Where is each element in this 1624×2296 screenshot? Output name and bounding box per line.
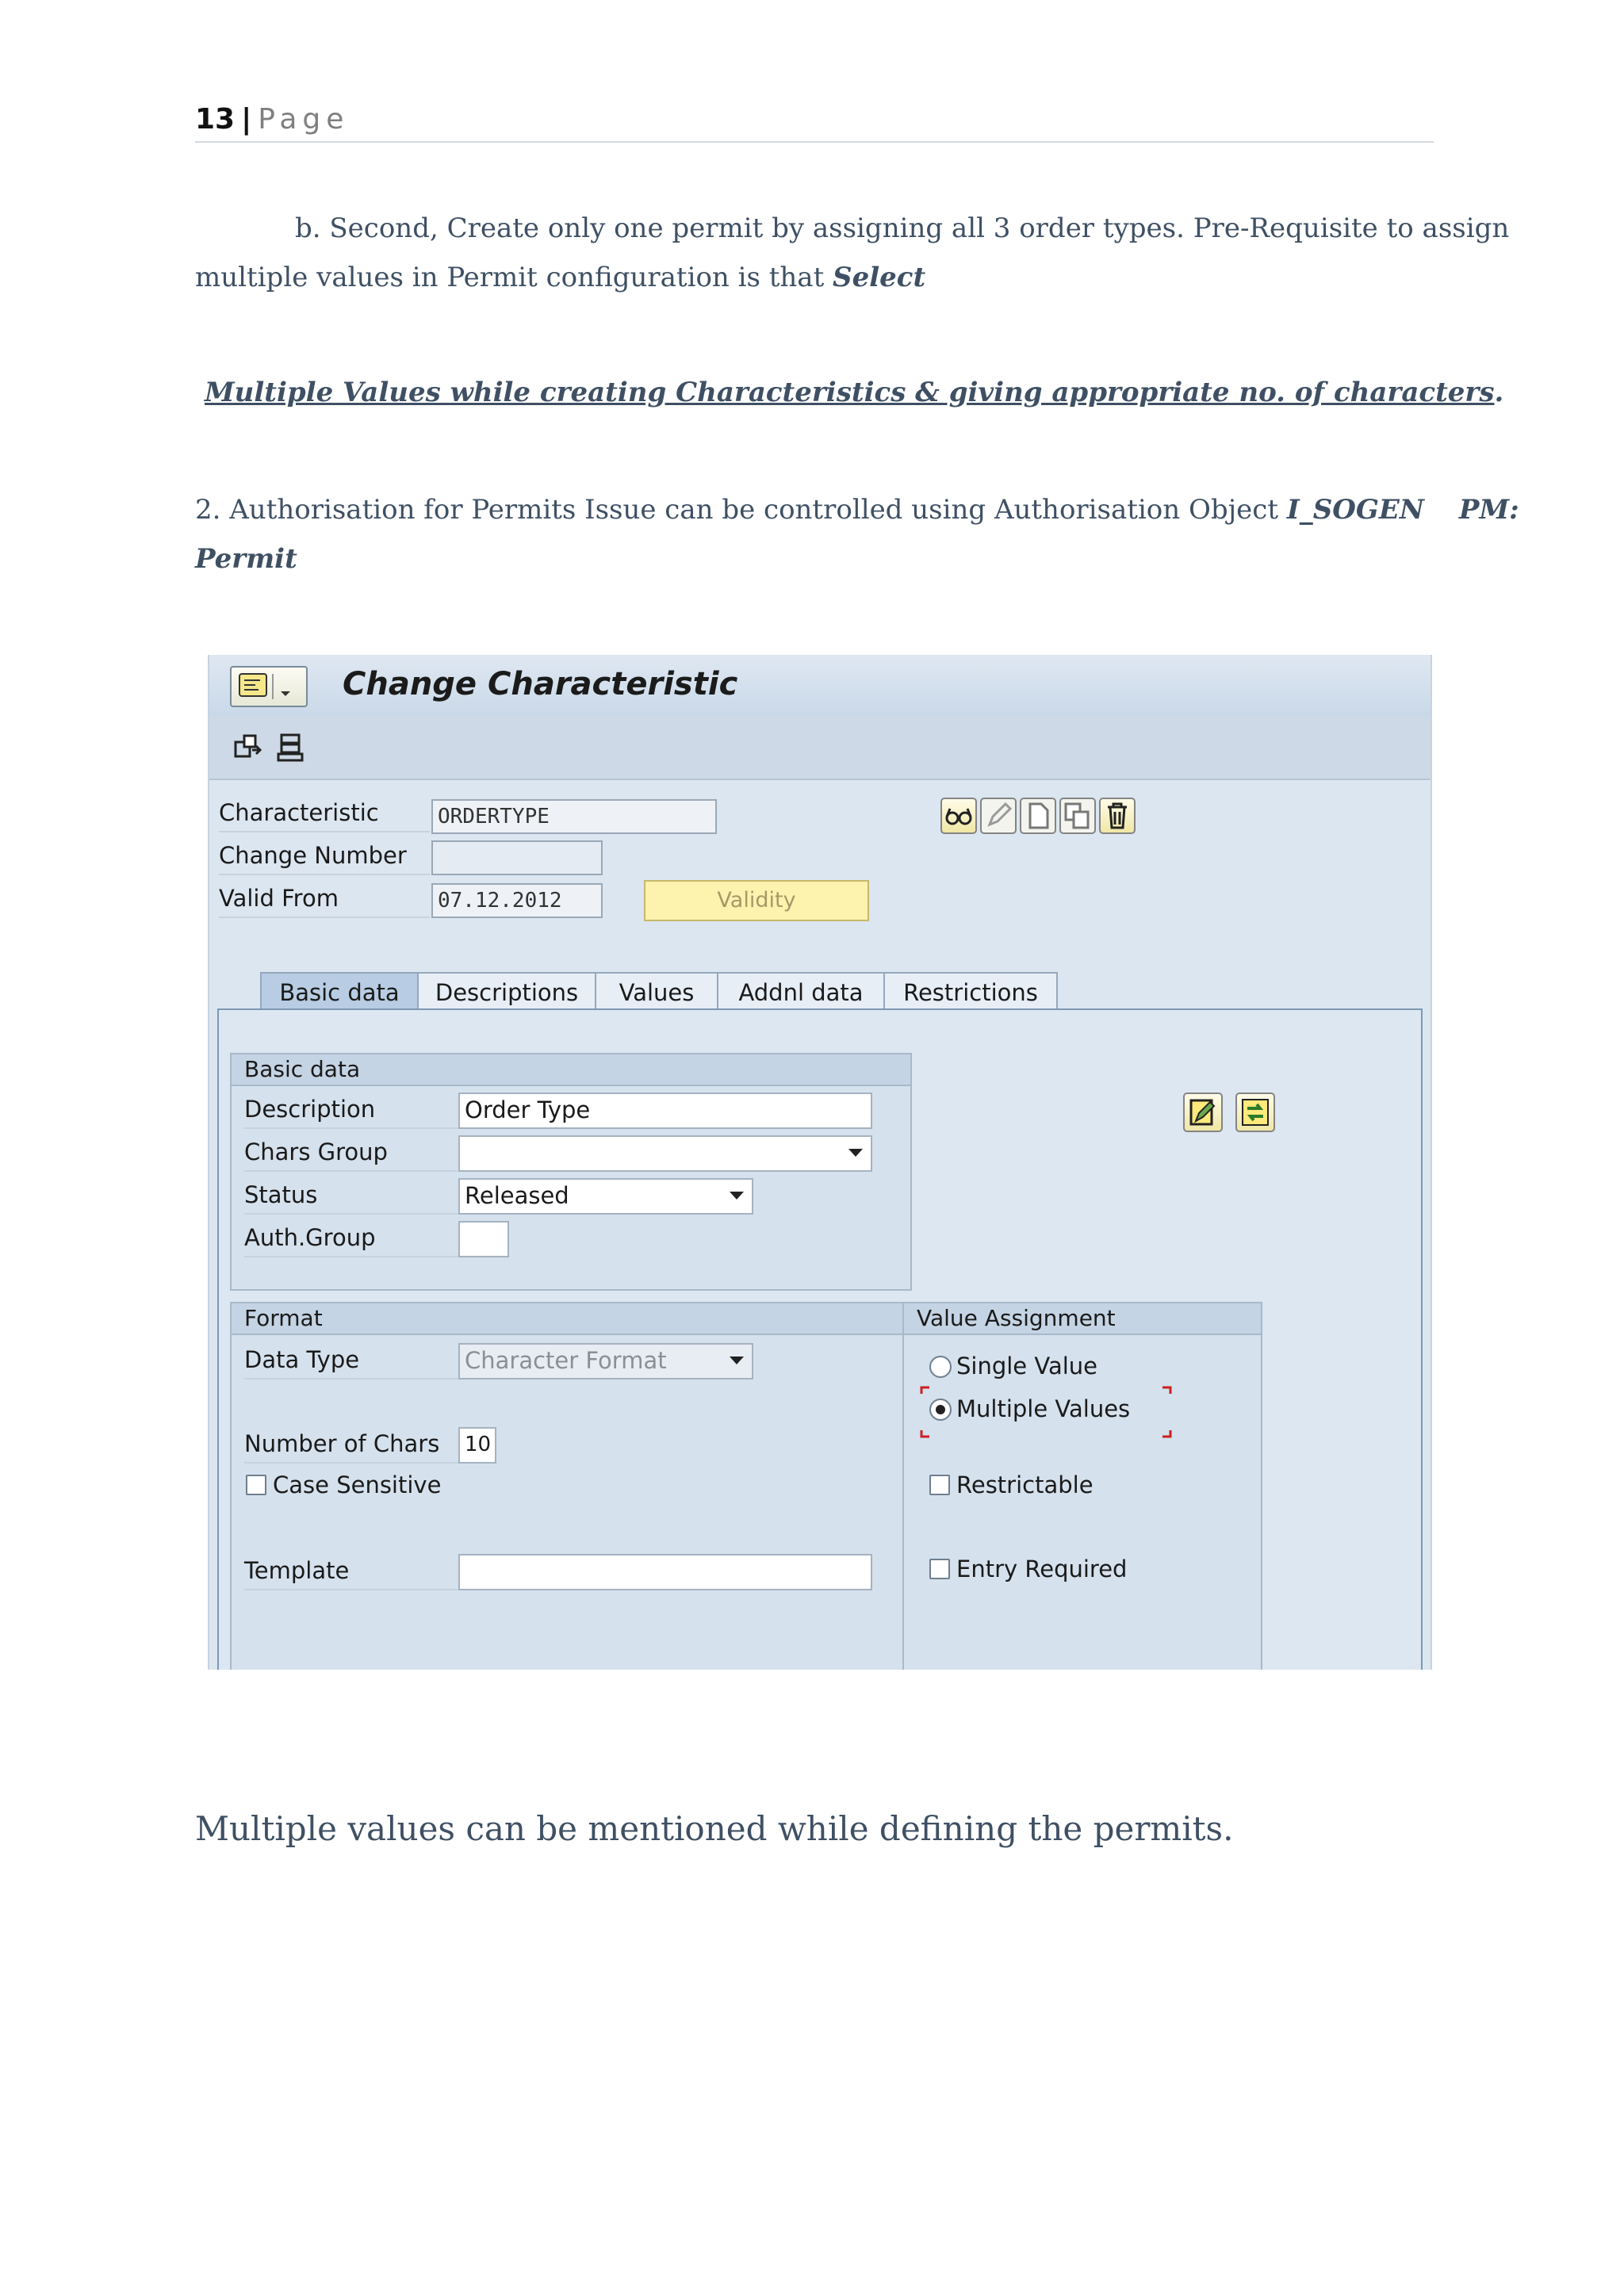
- other-characteristic-icon[interactable]: [233, 733, 263, 763]
- auth-object-pm: PM:: [1458, 494, 1519, 526]
- data-type-value: Character Format: [465, 1347, 667, 1374]
- create-button[interactable]: [1020, 798, 1056, 834]
- sap-application-toolbar: [209, 717, 1431, 780]
- copy-icon: [1061, 799, 1094, 832]
- paragraph-2-text: 2. Authorisation for Permits Issue can be controlled using Authorisation Object: [195, 494, 1287, 526]
- number-of-chars-label: Number of Chars: [244, 1430, 468, 1464]
- template-field[interactable]: [458, 1554, 872, 1590]
- data-type-label: Data Type: [244, 1346, 468, 1380]
- system-menu-button[interactable]: [230, 666, 308, 707]
- chevron-down-icon: [848, 1149, 863, 1157]
- valid-from-field[interactable]: 07.12.2012: [431, 883, 603, 918]
- pencil-icon: [982, 799, 1015, 832]
- value-assignment-group-title: Value Assignment: [904, 1303, 1261, 1335]
- description-field[interactable]: Order Type: [458, 1093, 872, 1129]
- status-dropdown[interactable]: [458, 1178, 753, 1215]
- glasses-icon: [942, 799, 975, 832]
- refresh-button[interactable]: [1235, 1093, 1275, 1132]
- template-label: Template: [244, 1557, 468, 1590]
- tab-values[interactable]: Values: [595, 972, 718, 1010]
- tab-basic-data[interactable]: Basic data: [260, 972, 419, 1010]
- auth-group-label: Auth.Group: [244, 1224, 468, 1257]
- edit-description-button[interactable]: [1183, 1093, 1223, 1132]
- paragraph-b-line1: b. Second, Create only one permit by assigning all 3 order types. Pre-Requisite to assign: [295, 212, 1510, 244]
- auth-object-name: I_SOGEN: [1286, 494, 1424, 526]
- display-button[interactable]: [940, 798, 977, 834]
- entry-required-label: Entry Required: [956, 1556, 1128, 1582]
- validity-button[interactable]: Validity: [644, 880, 869, 921]
- refresh-icon: [1237, 1094, 1274, 1131]
- format-group-title: Format: [232, 1303, 902, 1335]
- chevron-down-icon: [730, 1192, 744, 1200]
- page-number: 13: [195, 103, 236, 136]
- copy-button[interactable]: [1059, 798, 1096, 834]
- valid-from-label: Valid From: [219, 885, 430, 918]
- paragraph-b-line2-text: multiple values in Permit configuration is that: [195, 262, 833, 293]
- case-sensitive-checkbox[interactable]: [246, 1475, 266, 1495]
- delete-button[interactable]: [1099, 798, 1136, 834]
- single-value-radio[interactable]: [929, 1356, 952, 1378]
- sap-title-bar: [209, 655, 1431, 718]
- tab-addnl-data[interactable]: Addnl data: [717, 972, 885, 1010]
- characteristic-field[interactable]: ORDERTYPE: [431, 799, 717, 834]
- change-number-label: Change Number: [219, 842, 430, 875]
- entry-required-checkbox[interactable]: [929, 1559, 950, 1579]
- page-header: [195, 98, 1434, 143]
- system-menu-icon: [232, 668, 306, 706]
- multiple-values-label: Multiple Values: [956, 1395, 1131, 1422]
- change-button[interactable]: [980, 798, 1017, 834]
- status-value: Released: [465, 1182, 569, 1209]
- emphasis-text: Multiple Values while creating Characteristics & giving appropriate no. of characters: [205, 377, 1495, 408]
- paragraph-b-line2: [195, 253, 925, 302]
- auth-object-permit: Permit: [195, 543, 297, 575]
- restrictable-checkbox[interactable]: [929, 1475, 950, 1495]
- restrictable-label: Restrictable: [956, 1471, 1094, 1498]
- auth-group-field[interactable]: [458, 1221, 509, 1257]
- number-of-chars-field[interactable]: 10: [458, 1427, 496, 1464]
- emphasis-period: .: [1494, 377, 1504, 408]
- case-sensitive-label: Case Sensitive: [273, 1471, 442, 1498]
- single-value-label: Single Value: [956, 1353, 1098, 1380]
- paragraph-2-line2: [195, 534, 297, 584]
- description-label: Description: [244, 1096, 468, 1129]
- characteristic-label: Characteristic: [219, 799, 430, 832]
- chevron-down-icon: [730, 1357, 744, 1364]
- change-number-field[interactable]: [431, 840, 603, 875]
- paragraph-b-select: Select: [833, 262, 926, 293]
- focus-marker-icon: [920, 1384, 1174, 1440]
- notepad-pencil-icon: [1185, 1094, 1221, 1131]
- basic-data-group-title: Basic data: [232, 1054, 910, 1086]
- page-separator: |: [241, 103, 252, 136]
- paragraph-2-line1: [195, 485, 1519, 534]
- where-used-icon[interactable]: [276, 733, 306, 763]
- page-word: Page: [258, 103, 350, 136]
- data-type-dropdown[interactable]: [458, 1343, 753, 1380]
- status-label: Status: [244, 1181, 468, 1215]
- emphasis-line: [205, 368, 1503, 417]
- sap-screen-title: Change Characteristic: [343, 666, 738, 702]
- new-document-icon: [1021, 799, 1055, 832]
- tab-restrictions[interactable]: Restrictions: [883, 972, 1058, 1010]
- chars-group-label: Chars Group: [244, 1138, 468, 1172]
- trash-icon: [1101, 799, 1134, 832]
- chars-group-dropdown[interactable]: [458, 1135, 872, 1172]
- closing-text: Multiple values can be mentioned while defining the permits.: [195, 1809, 1234, 1848]
- sap-change-characteristic-window: [208, 655, 1432, 1670]
- tab-descriptions[interactable]: Descriptions: [417, 972, 596, 1010]
